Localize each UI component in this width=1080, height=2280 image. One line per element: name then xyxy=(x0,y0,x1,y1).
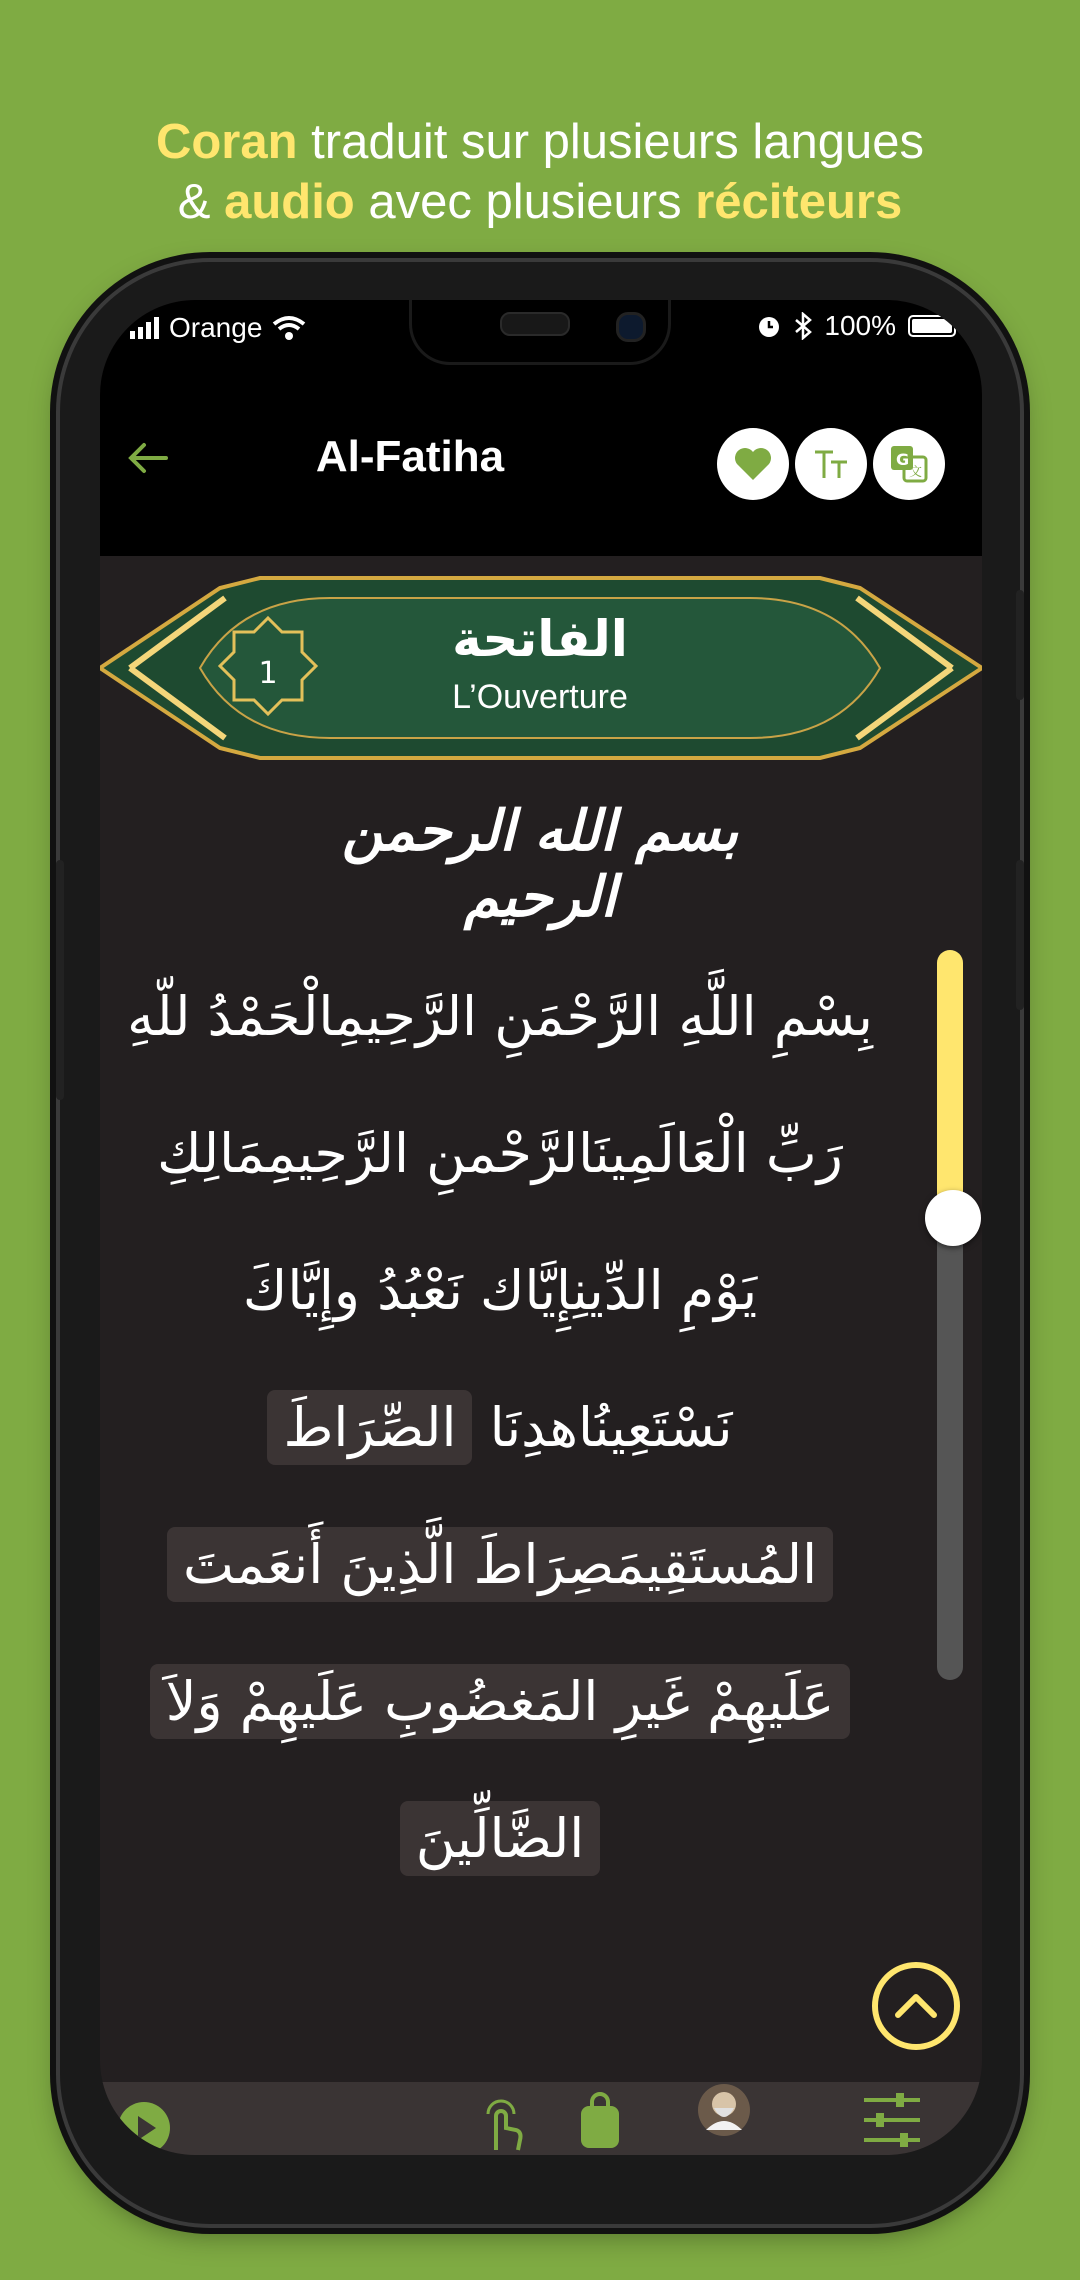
favorite-button[interactable] xyxy=(717,428,789,500)
text-size-button[interactable] xyxy=(795,428,867,500)
verse-line[interactable]: نَسْتَعِينُاهدِنَا الصِّرَاطَ xyxy=(120,1359,880,1496)
verse-line[interactable]: بِسْمِ اللَّهِ الرَّحْمَنِ الرَّحِيمِالْحَمْدُ للّهِ xyxy=(127,985,873,1048)
surah-header-banner xyxy=(100,568,982,768)
tap-icon xyxy=(478,2092,526,2152)
promo-text-2: & xyxy=(177,175,225,229)
verse-line[interactable]: يَوْمِ الدِّينِإِيَّاك نَعْبُدُ وإِيَّاكَ xyxy=(242,1259,758,1322)
page-title: Al-Fatiha xyxy=(315,432,505,481)
bottom-toolbar xyxy=(100,2082,982,2155)
play-icon xyxy=(116,2100,172,2155)
reading-progress-thumb[interactable] xyxy=(925,1190,981,1246)
sliders-icon xyxy=(862,2092,922,2148)
phone-button-left xyxy=(56,860,64,1100)
reciter-avatar-icon xyxy=(696,2082,752,2138)
camera-notch xyxy=(412,300,668,362)
battery-icon xyxy=(908,315,956,337)
ornamental-banner-frame xyxy=(100,568,982,768)
wifi-icon xyxy=(272,315,306,341)
alarm-icon xyxy=(756,313,782,339)
surah-translated-name: L’Ouverture xyxy=(452,678,628,716)
surah-arabic-name: الفاتحة xyxy=(452,610,628,668)
svg-text:G: G xyxy=(896,450,910,469)
carrier-label: Orange xyxy=(169,312,263,343)
verse-line-highlighted[interactable]: المُستَقِيمَصِرَاطَ الَّذِينَ أَنعَمتَ xyxy=(120,1496,880,1633)
basmala-calligraphy: بسم الله الرحمن الرحيم xyxy=(341,798,739,930)
bag-icon xyxy=(578,2092,622,2148)
app-screen xyxy=(100,300,982,2155)
promo-highlight-audio: audio xyxy=(224,175,355,229)
app-bar xyxy=(100,380,982,556)
reading-progress-track[interactable] xyxy=(937,950,963,1680)
verses-list xyxy=(120,948,880,1907)
promo-text-3: avec plusieurs xyxy=(354,175,696,229)
reading-progress-fill xyxy=(937,950,963,1220)
bag-button[interactable] xyxy=(578,2092,622,2152)
highlighted-verse-segment: الصِّرَاطَ xyxy=(267,1390,472,1465)
translate-button[interactable] xyxy=(873,428,945,500)
verse-line[interactable]: رَبِّ الْعَالَمِينَالرَّحْمنِ الرَّحِيمِمَالِكِ xyxy=(157,1122,843,1185)
tap-button[interactable] xyxy=(478,2092,526,2155)
settings-button[interactable] xyxy=(862,2092,922,2152)
status-bar xyxy=(100,300,982,380)
play-button[interactable] xyxy=(116,2100,172,2155)
translate-icon xyxy=(888,443,930,485)
reciter-avatar[interactable] xyxy=(696,2082,752,2142)
verse-line-highlighted[interactable]: الضَّالِّينَ xyxy=(120,1770,880,1907)
phone-button-right-2 xyxy=(1016,860,1024,1010)
promo-text-1: traduit sur plusieurs langues xyxy=(297,115,925,169)
scroll-to-top-button[interactable] xyxy=(872,1962,960,2050)
promo-highlight-reciters: réciteurs xyxy=(695,175,903,229)
svg-text:文: 文 xyxy=(909,465,923,480)
verse-line-highlighted[interactable]: عَلَيهِمْ غَيرِ المَغضُوبِ عَلَيهِمْ وَلاَ xyxy=(120,1633,880,1770)
phone-button-right-1 xyxy=(1016,590,1024,700)
battery-percentage: 100% xyxy=(824,310,896,341)
signal-icon xyxy=(130,317,159,339)
bluetooth-icon xyxy=(794,312,812,340)
surah-number: 1 xyxy=(258,656,278,691)
text-size-icon xyxy=(811,446,851,482)
promo-headline xyxy=(0,112,1080,232)
heart-icon xyxy=(733,446,773,482)
promo-highlight-coran: Coran xyxy=(155,115,298,169)
chevron-up-icon xyxy=(894,1991,938,2021)
